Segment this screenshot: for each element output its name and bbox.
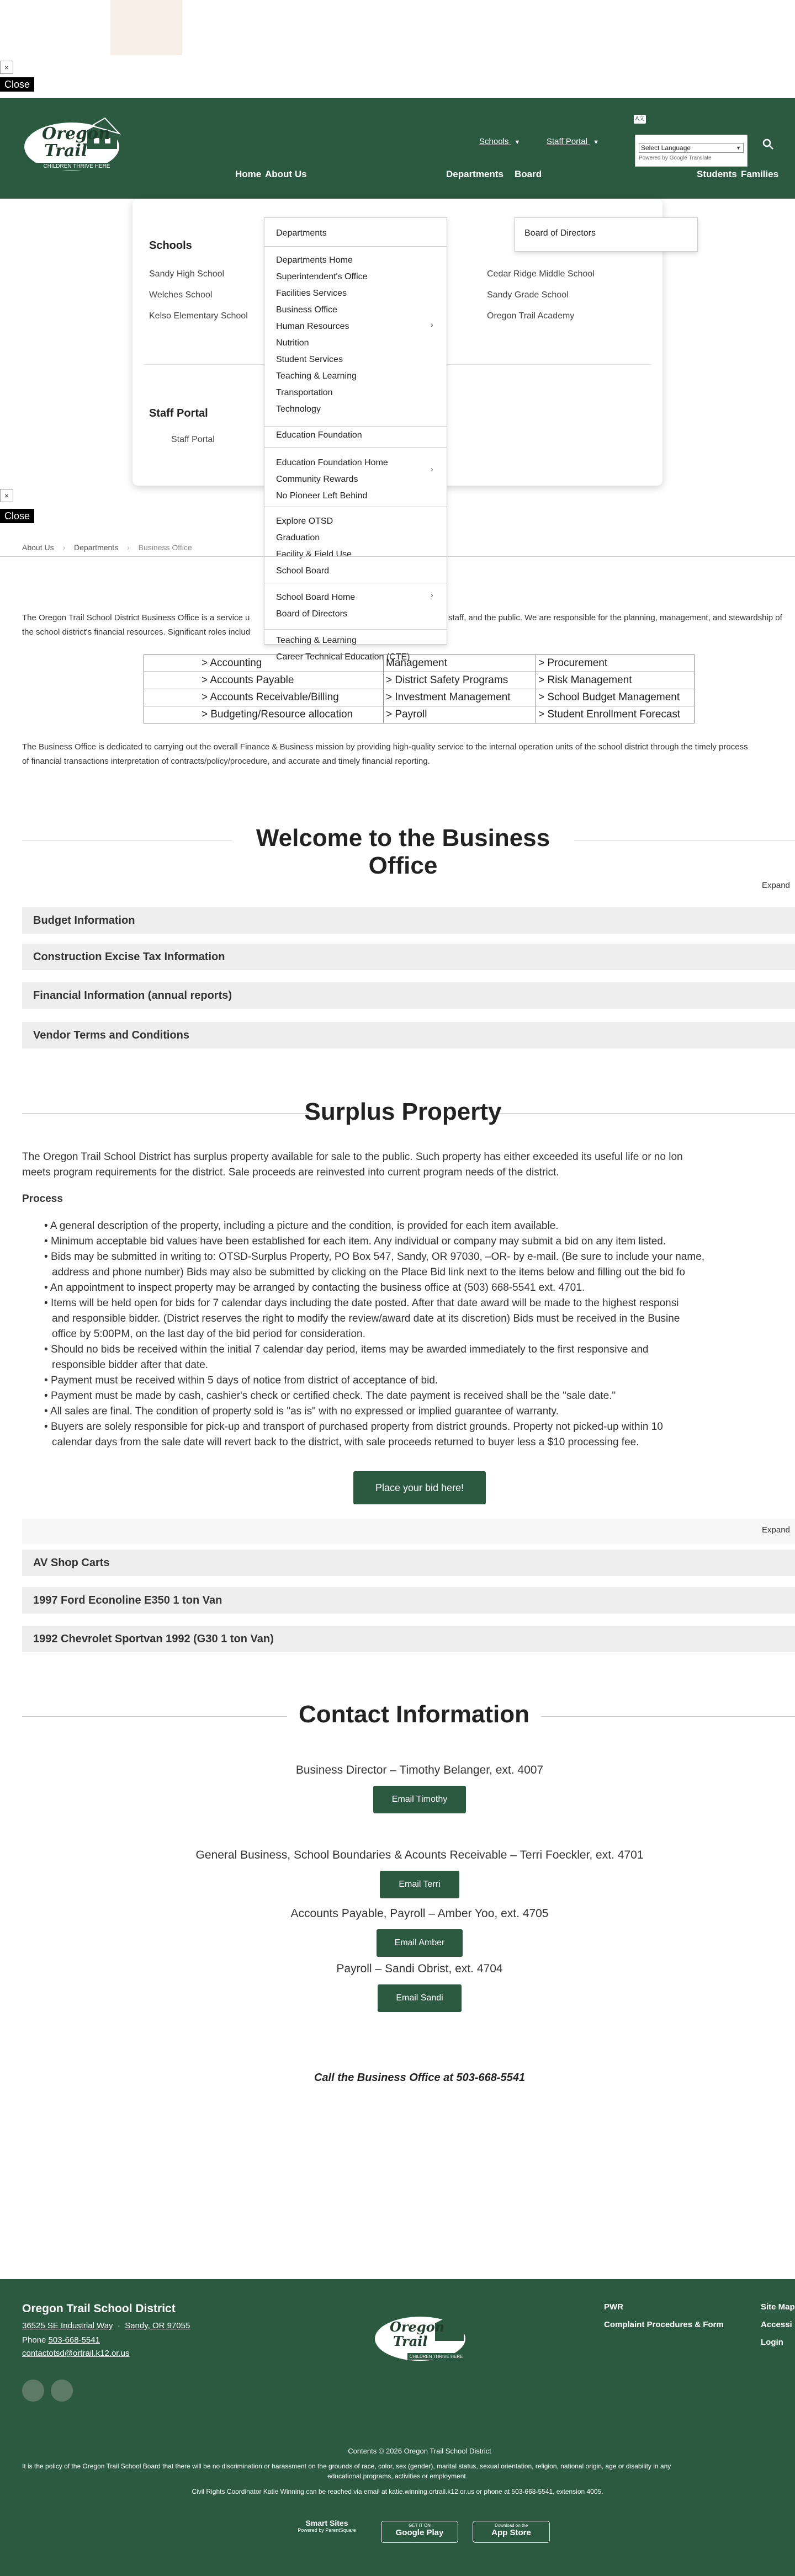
close-button[interactable]: Close [0,509,34,523]
breadcrumb-item[interactable]: About Us [22,543,54,552]
intro-text-right: staff, and the public. We are responsible for the planning, management, and stewardship of [448,613,782,622]
breadcrumb-separator: › [62,543,66,552]
board-of-directors-link[interactable]: Board of Directors [524,228,596,238]
email-terri-button[interactable]: Email Terri [380,1871,459,1898]
list-item-text: Payment must be made by cash, cashier's check or certified check. The date payment is received shall be the "sale date." [50,1390,616,1402]
dropdown-divider [264,447,447,448]
foundation-items [276,455,442,504]
breadcrumb [22,543,192,552]
translate-widget [635,135,748,167]
staff-portal-label: Staff Portal [547,137,587,146]
footer-city[interactable]: Sandy, OR 97055 [125,2321,190,2330]
nav-students[interactable]: Students [697,169,737,179]
phone-label: Phone [22,2335,49,2345]
list-item-text: Bids may be submitted in writing to: OTSD-Surplus Property, PO Box 547, Sandy, OR 97030, –OR- by e-mail. (Be sure to include your name, [50,1251,705,1263]
contact-person: Accounts Payable, Payroll – Amber Yoo, ext. 4705 [290,1907,549,1920]
facebook-icon[interactable] [22,2380,44,2402]
process-list [22,1218,795,1450]
list-item-text: calendar days from the sale date will revert back to the district, with sale proceeds returned to buyer less a $10 processing fee. [52,1436,639,1448]
footer-address-link[interactable]: 36525 SE Industrial Way [22,2321,113,2330]
section-divider-right [497,1113,795,1114]
accordion-item[interactable]: Vendor Terms and Conditions [22,1022,795,1049]
list-item: • An appointment to inspect property may be arranged by contacting the business office at (503) 668-5541 ext. 4701. [44,1282,585,1294]
list-item-text: A general description of the property, including a picture and the condition, is provided for each item available. [50,1220,559,1232]
email-amber-button[interactable]: Email Amber [377,1929,463,1957]
surplus-intro-line2: meets program requirements for the district. Sale proceeds are reinvested into current program needs of the district. [22,1167,559,1178]
email-sandi-button[interactable]: Email Sandi [378,1984,462,2012]
breadcrumb-item[interactable]: Departments [74,543,119,552]
departments-head[interactable]: Departments [276,228,327,238]
contact-title: Contact Information [299,1701,529,1728]
place-bid-button[interactable]: Place your bid here! [353,1471,486,1504]
list-item: • Payment must be made by cash, cashier's check or certified check. The date payment is received shall be the "sale date." [44,1390,616,1402]
list-item [44,1311,795,1327]
welcome-title: Welcome to the Business Office [256,824,550,879]
list-item [44,1265,795,1280]
call-business-office: Call the Business Office at 503-668-5541 [314,2072,526,2084]
list-item: • Items will be held open for bids for 7 calendar days including the date posted. After that date award will be made to the highest responsi [44,1297,679,1309]
table-cell: > Payroll [384,706,536,723]
footer-logo-name-line2: Trail [393,2333,428,2349]
nav-departments[interactable]: Departments [446,169,504,179]
language-select[interactable] [639,143,744,153]
footer-link-sitemap[interactable]: Site Map [761,2302,795,2312]
table-row [144,689,695,706]
dept-link[interactable]: Nutrition [276,338,309,348]
logo-tagline: CHILDREN THRIVE HERE [35,163,118,171]
top-image-placeholder [110,0,182,55]
board-items [276,589,442,622]
table-cell: > School Budget Management [536,689,695,706]
language-select-value: Select Language [641,144,691,152]
school-link[interactable]: Cedar Ridge Middle School [487,269,595,279]
table-cell: > Accounts Receivable/Billing [144,689,384,706]
footer-logo-name-line1: Oregon [390,2319,445,2335]
translate-powered: Powered by Google Translate [639,155,712,161]
dropdown-divider [264,246,447,247]
nav-about-us[interactable]: About Us [265,169,307,179]
foundation-link[interactable]: No Pioneer Left Behind [276,491,368,501]
school-link[interactable]: Sandy High School [149,269,225,279]
school-link[interactable]: Sandy Grade School [487,290,569,300]
app-store-small: Download on the [494,2523,528,2528]
table-cell: > Accounting [144,655,384,672]
dept-link[interactable]: Facilities Services [276,289,347,298]
dept-link[interactable]: Transportation [276,388,333,397]
list-item-text: responsible bidder after that date. [52,1359,209,1371]
surplus-intro-line1: The Oregon Trail School District has surplus property available for sale to the public. Such property has either exceeded its useful life or no lon [22,1151,683,1163]
footer-link-pwr[interactable]: PWR [604,2302,623,2312]
google-play-label: Google Play [395,2528,444,2537]
table-cell: > Student Enrollment Forecast [536,706,695,723]
dept-link[interactable]: Student Services [276,355,343,364]
table-cell: > Budgeting/Resource allocation [144,706,384,723]
smart-sites-label: Smart Sites [305,2519,348,2527]
section-divider-left [22,1113,309,1114]
contact-person: Business Director – Timothy Belanger, ext. 4007 [295,1764,544,1776]
footer-district-name: Oregon Trail School District [22,2302,176,2315]
school-link[interactable]: Welches School [149,290,213,300]
intro-text-left: The Oregon Trail School District Business Office is a service u [22,613,250,622]
chevron-right-icon[interactable]: › [431,320,433,329]
instagram-icon[interactable] [51,2380,73,2402]
staff-portal-menu[interactable] [547,137,599,146]
dept-link[interactable]: Departments Home [276,256,353,265]
list-item: • All sales are final. The condition of property sold is "as is" with no expressed or implied guarantee of warranty. [44,1406,559,1417]
contact-person: Payroll – Sandi Obrist, ext. 4704 [336,1962,503,1975]
table-row [144,672,695,689]
schools-menu[interactable] [479,137,520,146]
teaching-link[interactable]: Teaching & Learning [276,636,357,645]
table-cell: > District Safety Programs [384,672,536,689]
school-link[interactable]: Kelso Elementary School [149,311,248,321]
breadcrumb-current: Business Office [138,543,192,552]
footer-link-complaint[interactable]: Complaint Procedures & Form [604,2320,724,2329]
table-cell: > Risk Management [536,672,695,689]
expand-toggle[interactable]: Expand [762,881,790,890]
breadcrumb-divider [0,556,795,557]
nav-families[interactable]: Families [741,169,779,179]
table-cell: > Procurement [536,655,695,672]
translate-icon[interactable]: A文 [634,115,646,124]
board-link[interactable]: Board of Directors [276,609,347,619]
list-item-text: Payment must be received within 5 days of notice from district of acceptance of bid. [50,1375,438,1386]
phone-link[interactable]: 503-668-5541 [48,2335,100,2345]
section-divider-left [22,1716,287,1717]
chevron-down-icon: ▼ [736,145,741,151]
footer-link-login[interactable]: Login [761,2338,783,2347]
schools-panel-title: Schools [149,239,192,252]
dropdown-divider [264,426,447,427]
services-table [144,654,695,723]
list-item: • Buyers are solely responsible for pick-up and transport of purchased property from district grounds. Property not picked-up within 10 [44,1421,663,1433]
footer-policy: It is the policy of the Oregon Trail School Board that there will be no discrimination or harassment on the grounds of race, color, sex (gender), marital status, sexual orientation, religion, national origin, age or disability in any [22,2462,671,2470]
chevron-right-icon[interactable]: › [431,465,433,473]
chevron-down-icon: ▼ [593,139,599,146]
close-button[interactable]: Close [0,77,34,92]
staff-portal-link[interactable]: Staff Portal [171,435,215,444]
table-cell: > Investment Management [384,689,536,706]
smart-sites-badge[interactable] [288,2519,365,2541]
google-play-small: GET IT ON [409,2523,431,2528]
list-item-text: office by 5:00PM, on the last day of the bid period for consideration. [52,1328,365,1340]
dept-link[interactable]: Business Office [276,305,337,315]
process-title: Process [22,1193,63,1205]
explore-link[interactable]: Graduation [276,533,320,542]
list-item-text: An appointment to inspect property may be arranged by contacting the business office at (503) 668-5541 ext. 4701. [50,1282,585,1294]
explore-link[interactable]: School Board [276,566,330,576]
logo-name-line1: Oregon [42,124,110,143]
schools-label: Schools [479,137,509,146]
accordion-item[interactable]: 1997 Ford Econoline E350 1 ton Van [22,1587,795,1614]
footer-link-accessibility[interactable]: Accessi [761,2320,792,2329]
accordion-item[interactable]: Construction Excise Tax Information [22,944,795,970]
surplus-accordion-header [22,1519,795,1544]
breadcrumb-separator: › [127,543,130,552]
list-item [44,1327,795,1342]
chevron-down-icon: ▼ [514,139,521,146]
list-item: • A general description of the property, including a picture and the condition, is provided for each item available. [44,1220,559,1232]
departments-items [276,252,442,418]
email-timothy-button[interactable]: Email Timothy [373,1786,466,1813]
list-item: • Minimum acceptable bid values have been established for each item. Any individual or company may submit a bid on any item listed. [44,1236,666,1247]
intro-text-line2: the school district's financial resources. Significant roles includ [22,627,251,637]
footer-email-link[interactable]: contactotsd@ortrail.k12.or.us [22,2349,130,2358]
smart-sites-sub: Powered by ParentSquare [298,2527,356,2533]
chevron-right-icon[interactable]: › [431,590,433,599]
table-cell: Management [384,655,536,672]
list-item-text: Buyers are solely responsible for pick-up and transport of purchased property from district grounds. Property not picked-up within 10 [50,1421,663,1433]
footer-phone [22,2335,100,2345]
footer-policy-line2: educational programs, activities or employment. [327,2472,468,2480]
accordion-item[interactable]: Budget Information [22,907,795,934]
table-row [144,706,695,723]
list-item [44,1435,795,1450]
foundation-link[interactable]: Education Foundation Home [276,458,388,467]
search-icon[interactable] [762,138,774,150]
nav-home[interactable]: Home [235,169,262,179]
mission-line2: of financial transactions interpretation of contracts/policy/procedure, and accurate and timely financial reporting. [22,757,430,766]
mission-line1: The Business Office is dedicated to carrying out the overall Finance & Business mission by providing high-quality service to the internal operation units of the school district through the timely process [22,742,748,752]
footer-address [22,2321,190,2330]
list-item [44,1358,795,1373]
table-row [144,655,695,672]
list-item-text: Minimum acceptable bid values have been established for each item. Any individual or company may submit a bid on any item listed. [50,1236,666,1247]
footer-copyright: Contents © 2026 Oregon Trail School District [348,2447,491,2455]
close-icon[interactable]: × [0,61,13,74]
table-cell: > Accounts Payable [144,672,384,689]
close-icon[interactable]: × [0,489,13,502]
section-divider-right [541,1716,795,1717]
staff-portal-title: Staff Portal [149,407,208,419]
address-separator: · [113,2321,125,2330]
expand-toggle[interactable]: Expand [762,1525,790,1535]
list-item-text: and responsible bidder. (District reserves the right to modify the review/award date at its discretion) Bids must be received in the Busine [52,1313,680,1324]
accordion-item[interactable]: AV Shop Carts [22,1550,795,1576]
dept-link[interactable]: Technology [276,405,321,414]
dept-link[interactable]: Teaching & Learning [276,371,357,381]
list-item: • Payment must be received within 5 days of notice from district of acceptance of bid. [44,1375,438,1386]
list-item-text: address and phone number) Bids may also be submitted by clicking on the Place Bid link next to the items below and filling out the bid fo [52,1266,685,1278]
contact-person: General Business, School Boundaries & Acounts Receivable – Terri Foeckler, ext. 4701 [195,1849,644,1861]
accordion-item[interactable]: 1992 Chevrolet Sportvan 1992 (G30 1 ton Van) [22,1626,795,1652]
app-store-label: App Store [491,2528,531,2537]
nav-board[interactable]: Board [515,169,542,179]
explore-link[interactable]: Facility & Field Use [276,550,352,559]
school-link[interactable]: Oregon Trail Academy [487,311,575,321]
foundation-link[interactable]: Community Rewards [276,475,358,484]
list-item: • Should no bids be received within the initial 7 calendar day period, items may be awarded immediately to the first responsive and [44,1344,649,1355]
explore-link[interactable]: Explore OTSD [276,517,333,526]
explore-items [276,513,442,579]
accordion-item[interactable]: Financial Information (annual reports) [22,982,795,1009]
board-link[interactable]: School Board Home [276,593,356,602]
dept-link[interactable]: Superintendent's Office [276,272,368,281]
dept-link[interactable]: Human Resources [276,322,349,331]
dropdown-divider [264,629,447,630]
app-store-badge[interactable] [473,2521,550,2543]
google-play-badge[interactable] [381,2521,458,2543]
list-item-text: Items will be held open for bids for 7 calendar days including the date posted. After that date award will be made to the highest responsi [50,1297,679,1309]
surplus-title: Surplus Property [304,1098,502,1125]
footer-civil-rights: Civil Rights Coordinator Katie Winning can be reached via email at katie.winning.ortrail.k12.or.us or phone at 503-668-5541, extension 4005. [192,2488,603,2495]
footer-logo-tagline: CHILDREN THRIVE HERE [409,2354,463,2359]
list-item-text: Should no bids be received within the initial 7 calendar day period, items may be awarded immediately to the first responsive and [50,1344,649,1355]
foundation-head[interactable]: Education Foundation [276,430,362,440]
logo-name-line2: Trail [44,141,88,161]
cte-link[interactable]: Career Technical Education (CTE) [276,652,410,662]
list-item-text: All sales are final. The condition of property sold is "as is" with no expressed or implied guarantee of warranty. [50,1406,559,1417]
list-item: • Bids may be submitted in writing to: OTSD-Surplus Property, PO Box 547, Sandy, OR 97030, –OR- by e-mail. (Be sure to include your name, [44,1251,705,1263]
